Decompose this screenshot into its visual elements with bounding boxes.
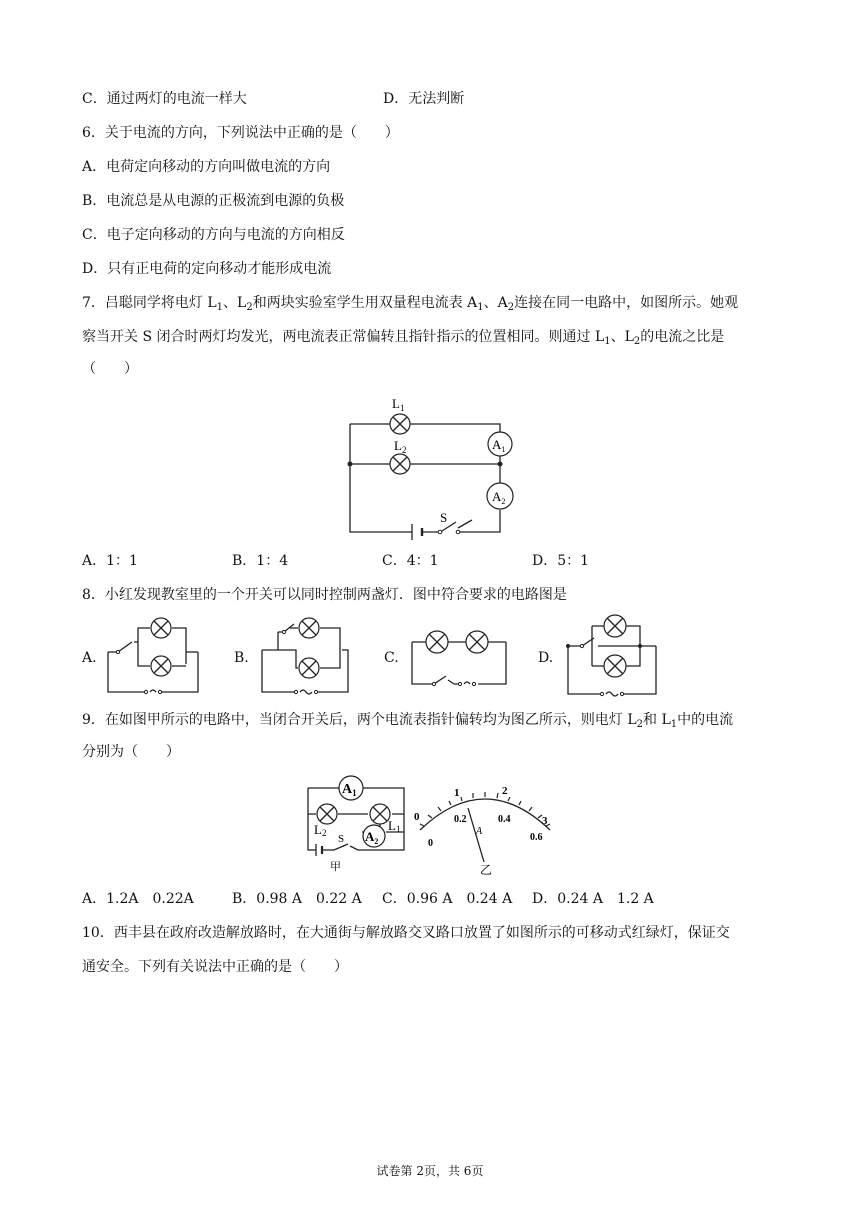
q9-option-b: B．0.98 A 0.22 A <box>232 891 362 907</box>
q8-circuit-d <box>562 610 662 698</box>
q5-option-d: D．无法判断 <box>383 91 465 107</box>
q6-option-d: D．只有正电荷的定向移动才能形成电流 <box>82 261 332 277</box>
q7-stem-line2: 察当开关 S 闭合时两灯均发光，两电流表正常偏转且指针指示的位置相同。则通过 $L_1$、$L_2$的电流之比是 <box>82 329 725 347</box>
svg-text:0: 0 <box>414 811 420 823</box>
q7-option-d: D．5：1 <box>532 553 590 569</box>
svg-text:A1: $A_1$ <box>342 782 357 798</box>
q6-option-c: C．电子定向移动的方向与电流的方向相反 <box>82 227 345 243</box>
svg-text:2: 2 <box>502 785 508 797</box>
q9-option-c: C．0.96 A 0.24 A <box>382 891 513 907</box>
q9-option-d: D．0.24 A 1.2 A <box>532 891 654 907</box>
q8-label-c: C. <box>384 650 399 666</box>
q7-switch-label: S <box>440 510 448 525</box>
q8-circuit-b <box>256 614 356 696</box>
q6-option-a: A．电荷定向移动的方向叫做电流的方向 <box>82 159 331 175</box>
q6-option-b: B．电流总是从电源的正极流到电源的负极 <box>82 193 345 209</box>
q8-label-a: A. <box>82 650 97 666</box>
svg-text:3: 3 <box>542 815 548 827</box>
svg-text:S: S <box>338 833 345 845</box>
q8-stem: 8．小红发现教室里的一个开关可以同时控制两盏灯．图中符合要求的电路图是 <box>82 587 567 603</box>
q9-circuit-jia <box>304 772 408 872</box>
q5-option-c: C．通过两灯的电流一样大 <box>82 91 247 107</box>
svg-text:L1: $L_1$ <box>392 396 405 413</box>
q6-stem: 6．关于电流的方向，下列说法中正确的是（ ） <box>82 125 399 141</box>
page-footer: 试卷第 2页，共 6页 <box>376 1164 484 1178</box>
q10-stem-line2: 通安全。下列有关说法中正确的是（ ） <box>82 959 348 975</box>
q9-dial-yi <box>410 780 560 877</box>
q9-option-a: A．1.2A 0.22A <box>82 891 194 907</box>
q8-label-b: B. <box>234 650 249 666</box>
svg-text:A2: $A_2$ <box>492 489 506 506</box>
svg-text:0.4: 0.4 <box>498 814 511 825</box>
svg-text:L1: L1 <box>388 818 401 834</box>
svg-text:L2: L2 <box>314 822 327 838</box>
q9-stem-line2: 分别为（ ） <box>82 744 180 760</box>
q9-label-jia: 甲 <box>330 861 341 873</box>
q7-option-a: A．1：1 <box>82 553 138 569</box>
q7-option-c: C．4：1 <box>382 553 439 569</box>
q7-stem-line3: （ ） <box>82 361 138 377</box>
svg-text:0.6: 0.6 <box>530 832 543 843</box>
q8-circuit-a <box>104 614 204 696</box>
svg-text:A: A <box>476 826 483 837</box>
q7-option-b: B．1：4 <box>232 553 289 569</box>
svg-text:0.2: 0.2 <box>454 814 467 825</box>
q7-stem-line1: 7．吕聪同学将电灯 $L_1$、$L_2$和两块实验室学生用双量程电流表 $A_1$、$A_2$连接在同一电路中，如图所示。她观 <box>82 295 739 313</box>
svg-text:A1: $A_1$ <box>492 437 506 454</box>
svg-text:0: 0 <box>428 838 433 849</box>
svg-text:L2: $L_2$ <box>394 438 407 455</box>
q8-label-d: D. <box>538 650 554 666</box>
q8-circuit-c <box>408 618 512 690</box>
q10-stem-line1: 10．西丰县在政府改造解放路时，在大通街与解放路交叉路口放置了如图所示的可移动式红绿灯，保证交 <box>82 925 730 941</box>
q9-label-yi: 乙 <box>480 863 493 877</box>
q7-circuit-diagram <box>340 388 530 538</box>
svg-text:1: 1 <box>454 787 460 799</box>
svg-text:A2: $A_2$ <box>365 829 379 846</box>
q9-stem-line1: 9．在如图甲所示的电路中，当闭合开关后，两个电流表指针偏转均为图乙所示，则电灯 $L_2$和 $L_1$中的电流 <box>82 712 734 730</box>
